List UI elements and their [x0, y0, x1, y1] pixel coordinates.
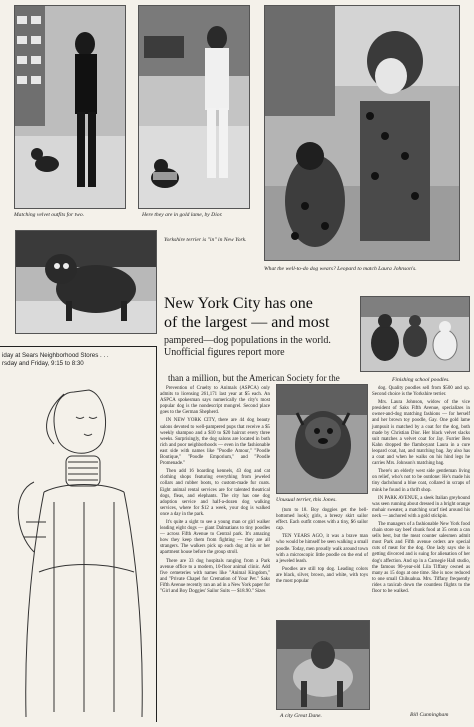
ad-line1: iday at Sears Neighborhood Stores . . . — [2, 352, 109, 359]
col3-para-3: There's an elderly west side gentleman living on relief, who's not to be outdone: He's made his tiny dachshund a blue coat, collared in scraps of mink he found in a thrift shop. — [372, 469, 470, 493]
col2-para-2: TEN YEARS AGO, it was a brave man who would be himself be seen walking a small poodle. Today, men proudly walk around town with a microscopic little poodle on the end of a jeweled leash. — [276, 534, 368, 564]
column-2 — [276, 508, 368, 587]
lead-paragraph-tail: than a million, but the American Society for the — [168, 373, 340, 383]
lead-paragraph: pampered—dog populations in the world. Unofficial figures report more — [164, 335, 331, 358]
caption-yorkshire: Yorkshire terrier is "in" in New York. — [164, 237, 247, 243]
column-3 — [372, 386, 470, 597]
caption-velvet: Matching velvet outfits for two. — [14, 212, 85, 218]
col3-para-2: Mrs. Laura Johnson, widow of the vice president of Saks Fifth Avenue, specializes in owner-and-dog matching fashions — for herself and her brown toy poodle, Gay. One gold lame jumpsuit is matched by a coat for the dog, both made by Christian Dior. Her black velvet slacks suit matches a velvet coat for Jay. Furrier Ben Kahn dropped the flamboyant Laura in a cure leopard coat, hat, and matching bag. Jay also has a coat and when he walks on his hind legs he carries Mrs. Johnson's matching bag. — [372, 400, 470, 467]
caption-poodles: Finishing school poodles. — [392, 377, 450, 383]
ad-line2: rsday and Friday, 9:15 to 8:30 — [2, 360, 84, 367]
col2-para-3: Poodles are still top dog. Leading colors are black, silver, brown, and white, with toys the most popular — [276, 566, 368, 585]
col3-para-5: The managers of a fashionable New York food chain store say beef chunk food at 35 cents a can sells best, but the meat counter salesmen admit most Park and Fifth avenue orders are special cuts of meat for the dog. One lady says she is getting divorced and is suing for alienation of her dog's affection. And up in a Carnegie Hall studio, the famous 90-year-old Lila Tiffany owned as many as 15 dogs at one time. She is now reduced to one small Chihuahua. Mrs. Tiffany frequently rides a taxicab down the countless flights to the floor to be walked. — [372, 521, 470, 594]
caption-terrier: Unusual terrier, this Jones. — [276, 497, 337, 503]
headline-line2: of the largest — and most — [164, 314, 330, 331]
col1-para-1: Prevention of Cruelty to Animals (ASPCA) only admits to licensing 261,171 last year at $5 each. An ASPCA spokesman says numerically the city's most popular dog is the nondescript mongrel. Second place goes to the German Shepherd. — [160, 386, 270, 416]
photo-velvet-outfits — [14, 5, 126, 209]
ad-illustration — [4, 372, 154, 722]
col1-para-5: There are 33 dog hospitals ranging from a Park avenue office to a modern, 10-floor animal clinic. Add five cemeteries with names like "Animal Kingdom," and "Private Chapel for Cremation of Your Pet." Saks Fifth Avenue recently ran an ad in a New York paper for "Girl and Boy Doggies' Sailor Suits — $18.90." Sizes — [160, 558, 270, 594]
photo-credit: Bill Cunningham — [410, 712, 449, 718]
photo-great-dane — [276, 620, 370, 710]
column-1 — [160, 386, 270, 597]
photo-yorkshire — [15, 230, 157, 334]
ad-top-rule — [0, 346, 156, 347]
headline-line1: New York City has one — [164, 295, 313, 312]
col1-para-4: It's quite a sight to see a young man or girl walker leading eight dogs — giant Dalmatians to tiny poodles — across Fifth Avenue to Central park. It's amazing how they keep them from fighting — they are all strangers. The walkers pick up each dog at his or her apartment house before the group stroll. — [160, 519, 270, 556]
photo-leopard — [264, 5, 460, 261]
photo-gold-lame — [138, 5, 250, 209]
col3-para-4: IN PARK AVENUE, a sleek Italian greyhound was seen running about dressed in a bright orange mohair sweater, a matching scarf tied around his neck — anchored with a gold stickpin. — [372, 495, 470, 519]
col2-para-1: (tum to 18. Boy doggies get the bell-bottomed look); girls, a breezy skirt sailor effect. Each outfit comes with a tiny, $6 sailor cap. — [276, 508, 368, 532]
photo-poodles — [360, 296, 470, 372]
caption-gold-lame: Here they are in gold lame, by Dior. — [142, 212, 223, 218]
photo-terrier — [276, 384, 368, 494]
ad-side-rule — [156, 346, 157, 722]
col1-para-3: Then add 16 boarding kennels, 43 dog and cat clothing shops featuring everything from jeweled collars and rubber boots, to custom-made fur coats. Eight animal rental services are for talented theatrical dogs, fleas, and elephants. The city has one dog adoption service and half-a-dozen dog walking services, where for $12 a week, your dog is walked once a day in the park. — [160, 469, 270, 517]
caption-great-dane: A city Great Dane. — [280, 713, 322, 719]
col3-para-1: dog. Quality poodles sell from $500 and up. Second choice is the Yorkshire terrier. — [372, 386, 470, 398]
col1-para-2: IN NEW YORK CITY, there are 44 dog beauty salons devoted to well-pampered pups that receive a $5 weekly shampoo and a $10 to $20 haircut every three weeks. Surprisingly, the dog salons are located in both rich and poor neighborhoods — even in the fashionable east side with names like "Poodle Amour," "Poodle Boutique," "Poodle Emporium," and "Poodle Promenade." — [160, 418, 270, 467]
caption-leopard: What the well-to-do dog wears? Leopard to match Laura Johnson's. — [264, 266, 417, 272]
